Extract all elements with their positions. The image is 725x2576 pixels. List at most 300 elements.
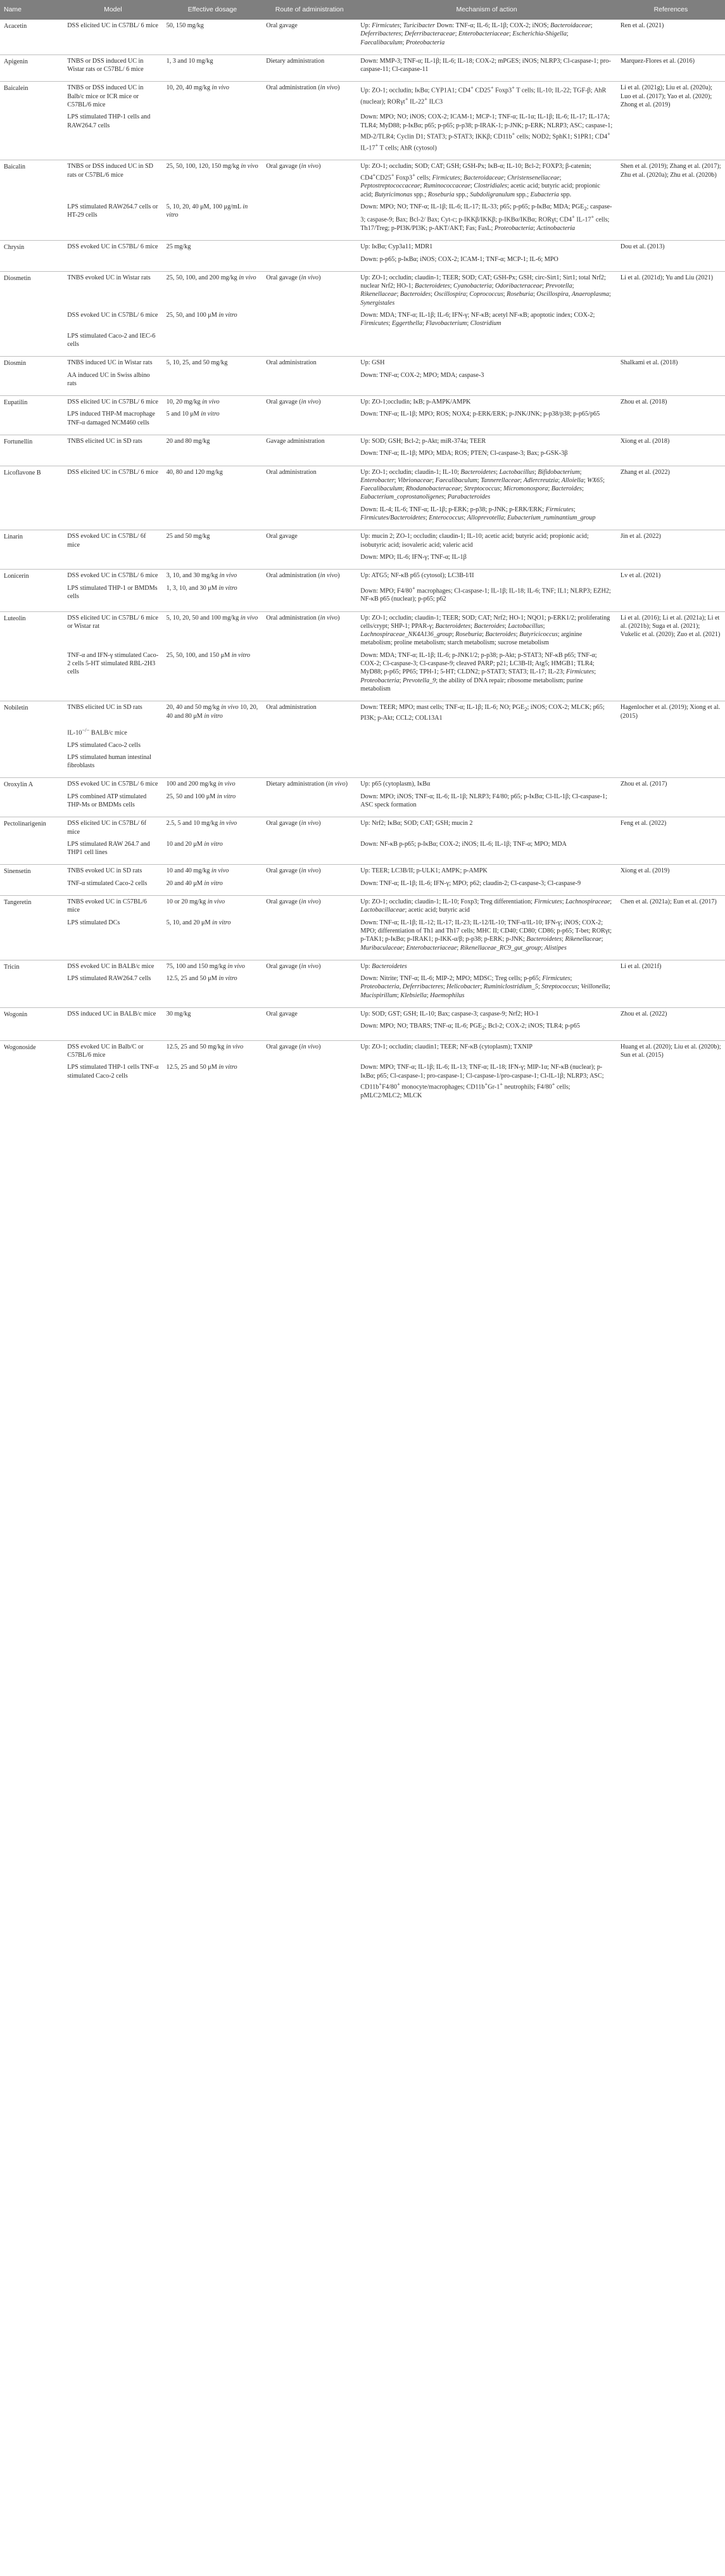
cell-model: LPS induced THP-M macrophage TNF-α damaged NCM460 cells: [67, 411, 155, 426]
cell-model: [63, 253, 162, 265]
spacer-cell: [163, 858, 263, 865]
table-row: [0, 466, 725, 504]
spacer-cell: [356, 858, 617, 865]
spacer-cell: [356, 1102, 617, 1107]
row-spacer: [0, 606, 725, 612]
cell-model: DSS elicited UC in C57BL/ 6 mice or Wistar rat: [63, 611, 162, 649]
cell-dosage: [163, 724, 263, 739]
cell-dosage: 25, 50, 100, 120, 150 mg/kg in vivo: [163, 160, 263, 201]
cell-route: Dietary administration (in vivo): [262, 778, 356, 791]
cell-model: LPS stimulated THP-1 cells and RAW264.7 cells: [67, 113, 151, 129]
cell-reference: [617, 877, 725, 889]
spacer-cell: [63, 390, 162, 396]
cell-mechanism: Up: Bacteroidetes: [356, 960, 617, 972]
cell-reference: [617, 917, 725, 954]
cell-compound-name: Nobiletin: [0, 701, 63, 778]
row-spacer: [0, 75, 725, 82]
cell-model: DSS elicited UC in C57BL/ 6 mice: [63, 396, 162, 409]
cell-mechanism: Down: MPO; NO; TBARS; TNF-α; IL-6; $PGE_2$; Bcl-2; COX-2; iNOS; TLR4; p-p65: [360, 1023, 580, 1031]
table-row: [0, 447, 725, 459]
cell-route: [262, 309, 356, 330]
cell-dosage: 5, 10, 20, 40 μM, 100 μg/mL in vitro: [166, 203, 248, 219]
spacer-cell: [617, 889, 725, 896]
spacer-cell: [356, 772, 617, 778]
cell-reference: [617, 253, 725, 265]
spacer-cell: [163, 811, 263, 817]
cell-dosage: 5, 10, 20, 50 and 100 mg/kg in vivo: [163, 611, 263, 649]
table-row: [0, 1008, 725, 1021]
cell-mechanism: Up: ZO-1; occludin; claudin-1; TEER; SOD; CAT; GSH-Px; GSH; circ-Sirt1; Sirt1; total Nrf2; nuclear Nrf2; HO-1; Bacteroidetes; Cyanobacteria; Odoribacteraceae; Prevotella; Rikenellaceae; Bacteroides; Oscillospira; Coprococcus; Roseburia; Oscillospira, Anaeroplasma; Synergistales: [356, 271, 617, 309]
spacer-cell: [63, 772, 162, 778]
table-row: [0, 54, 725, 75]
cell-reference: Lv et al. (2021): [617, 570, 725, 582]
cell-reference: Dou et al. (2013): [617, 241, 725, 253]
cell-mechanism: Up: ZO-1; occludin; claudin-1; IL-10; Bacteroidetes; Lactobacillus; Bifidobacterium; Enterobacter; Vibrionaceae; Faecalibaculum; Tannerellaceae; Adlercreutzia; Alloiella; WX65; Faecalibaculum; Rhodanobacteraceae; Streptococcus; Micromonospora; Bacteroides; Eubacterium_coprostanoligenes; Parabacteroides: [356, 466, 617, 504]
spacer-cell: [617, 1035, 725, 1041]
cell-route: [262, 917, 356, 954]
table-row: [0, 960, 725, 972]
cell-model: [63, 1020, 162, 1034]
spacer-cell: [163, 695, 263, 701]
spacer-cell: [262, 1002, 356, 1008]
row-spacer: [0, 695, 725, 701]
spacer-cell: [163, 390, 263, 396]
cell-dosage: 5, 10, and 20 μM in vitro: [166, 919, 231, 926]
spacer-cell: [262, 265, 356, 272]
cell-mechanism: Down: MDA; TNF-α; IL-1β; IL-6; p-JNK1/2; p-p38; p-Akt; p-STAT3; NF-κB p65; TNF-α; COX-2; Cl-caspase-3; Cl-caspase-9; cleaved PARP; p21; LC3B-II; Atg5; HMGB1; TLR4; MyD88; p-p65; PP65; TPH-1; 5-HT; CLDN2; p-STAT3; STAT3; IL-17; IL-23; Firmicutes; Proteobacteria; Prevotella_9; the ability of DNA repair; ribosome metabolism; purine metabolism: [360, 651, 597, 692]
cell-route: Oral gavage (in vivo): [262, 896, 356, 917]
cell-dosage: 3, 10, and 30 mg/kg in vivo: [163, 570, 263, 582]
cell-reference: [617, 838, 725, 859]
spacer-cell: [262, 524, 356, 530]
cell-mechanism: Down: MPO; IL-6; IFN-γ; TNF-α; IL-1β: [360, 553, 467, 561]
cell-reference: Ren et al. (2021): [620, 22, 664, 29]
cell-mechanism: [356, 751, 617, 772]
cell-dosage: 20 and 40 μM in vitro: [166, 879, 223, 887]
spacer-cell: [356, 460, 617, 466]
spacer-cell: [262, 695, 356, 701]
header-references: References: [617, 0, 725, 20]
cell-reference: [617, 649, 725, 695]
cell-route: [262, 369, 356, 390]
cell-model: TNF-α stimulated Caco-2 cells: [67, 879, 148, 887]
table-row: [0, 551, 725, 563]
cell-route: Oral administration (in vivo): [262, 82, 356, 111]
table-row: [0, 838, 725, 859]
cell-route: [262, 838, 356, 859]
spacer-cell: [163, 265, 263, 272]
cell-reference: Hagenlocher et al. (2019); Xiong et al. (2015): [617, 701, 725, 724]
cell-dosage: [163, 739, 263, 751]
cell-dosage: 5, 10, 25, and 50 mg/kg: [163, 357, 263, 369]
cell-route: [262, 504, 356, 525]
cell-mechanism: Up: Nrf2; IκBα; SOD; CAT; GSH; mucin 2: [356, 817, 617, 838]
cell-route: [262, 330, 356, 351]
cell-reference: Shalkami et al. (2018): [617, 357, 725, 369]
table-row: [0, 20, 725, 49]
table-row: [0, 917, 725, 954]
cell-model: LPS stimulated THP-1 or BMDMs cells: [67, 584, 158, 600]
cell-reference: Xiong et al. (2018): [617, 435, 725, 447]
spacer-cell: [63, 75, 162, 82]
cell-mechanism: Up: SOD; GST; GSH; IL-10; Bax; caspase-3; caspase-9; Nrf2; HO-1: [356, 1008, 617, 1021]
cell-compound-name: Linarin: [0, 530, 63, 570]
cell-reference: [617, 972, 725, 1002]
cell-mechanism: Down: MPO; TNF-α; IL-1β; IL-6; IL-13; TNF-α; IL-18; IFN-γ; MIP-1α; NF-κB (nuclear); p-IκBα; p65; Cl-caspase-1; pro-caspase-1; Cl-caspase-1/pro-caspase-1; Cl-IL-1β; NLRP3; ASC; CD11b+F4/80+ monocyte/macrophages; CD11b+Gr-1+ neutrophils; F4/80+ cells; pMLC2/MLC2; MLCK: [360, 1064, 604, 1099]
cell-route: Oral gavage (in vivo): [262, 817, 356, 838]
spacer-cell: [356, 954, 617, 960]
cell-mechanism: Down: TNF-α; IL-1β; IL-12; IL-17; IL-23; IL-12/IL-10; TNF-α/IL-10; IFN-γ; iNOS; COX-2; MPO; differentiation of Th1 and Th17 cells; MHC II; CD40; CD80; CD86; p-p65; T-bet; RORγt; p-TAK1; p-IκBα; p-IRAK1; p-IKK-α/β; p-p38; p-ERK; p-JNK; Bacteroidetes; Rikenellaceae; Muribaculaceae; Enterobacteriaceae; Rikenellaceae_RC9_gut_group; Alistipes: [360, 919, 612, 952]
cell-dosage: [163, 447, 263, 459]
spacer-cell: [617, 811, 725, 817]
cell-mechanism: Up: ZO-1; occludin; SOD; CAT; GSH; GSH-Px; IκB-α; IL-10; Bcl-2; FOXP3; β-catenin; CD4+CD25+ Foxp3+ cells; Firmicutes; Bacteroidaceae; Christensenellaceae; Peptostreptococcaceae; Ruminococcaceae; Clostridiales; acetic acid; butyric acid; propionic acid; Butyricimonas spp.; Roseburia spp.; Subdoligranulum spp.; Eubacteria spp.: [356, 160, 617, 201]
cell-compound-name: Wogonin: [0, 1008, 63, 1041]
table-row: [0, 396, 725, 409]
cell-compound-name: Tricin: [0, 960, 63, 1007]
spacer-cell: [163, 75, 263, 82]
row-spacer: [0, 811, 725, 817]
cell-mechanism: [356, 724, 617, 739]
spacer-cell: [262, 606, 356, 612]
cell-reference: [617, 309, 725, 330]
cell-dosage: 100 and 200 mg/kg in vivo: [163, 778, 263, 791]
cell-mechanism: Down: TNF-α; IL-1β; IL-6; IFN-γ; MPO; p62; claudin-2; Cl-caspase-3; Cl-caspase-9: [360, 879, 581, 887]
cell-model: DSS evoked UC in BALB/c mice: [63, 960, 162, 972]
row-spacer: [0, 154, 725, 160]
table-row: [0, 530, 725, 551]
cell-dosage: [163, 504, 263, 525]
cell-dosage: 25, 50 and 100 μM in vitro: [166, 793, 236, 800]
cell-route: Oral administration: [262, 466, 356, 504]
cell-dosage: 40, 80 and 120 mg/kg: [163, 466, 263, 504]
cell-dosage: 20 and 80 mg/kg: [163, 435, 263, 447]
cell-route: Oral gavage (in vivo): [262, 865, 356, 877]
cell-model: TNBS evoked UC in C57BL/6 mice: [63, 896, 162, 917]
table-row: [0, 582, 725, 606]
cell-reference: [617, 582, 725, 606]
spacer-cell: [163, 429, 263, 435]
cell-model: LPS stimulated RAW 264.7 and THP1 cell lines: [67, 840, 150, 857]
cell-model: DSS evoked UC in C57BL/ 6 mice: [63, 241, 162, 253]
spacer-cell: [262, 1102, 356, 1107]
cell-model: TNBS or DSS induced UC in Wistar rats or C57BL/ 6 mice: [63, 54, 162, 75]
spacer-cell: [617, 234, 725, 241]
cell-mechanism: [356, 330, 617, 351]
table-row: [0, 1061, 725, 1102]
spacer-cell: [262, 954, 356, 960]
cell-reference: [617, 739, 725, 751]
cell-compound-name: Oroxylin A: [0, 778, 63, 817]
spacer-cell: [617, 954, 725, 960]
spacer-cell: [356, 265, 617, 272]
cell-model: DSS elicited UC in C57BL/ 6f mice: [63, 817, 162, 838]
cell-mechanism: Down: TEER; MPO; mast cells; TNF-α; IL-1β; IL-6; NO; $PGE_2$; iNOS; COX-2; MLCK; p65; PI3K; p-Akt; CCL2; COL13A1: [356, 701, 617, 724]
spacer-cell: [617, 1102, 725, 1107]
cell-route: [262, 111, 356, 154]
table-row: [0, 701, 725, 724]
cell-model: LPS stimulated DCs: [67, 919, 120, 926]
table-row: [0, 778, 725, 791]
table-row: [0, 271, 725, 309]
table-row: [0, 817, 725, 838]
spacer-cell: [617, 390, 725, 396]
cell-route: [262, 751, 356, 772]
row-spacer: [0, 954, 725, 960]
cell-route: Gavage administration: [262, 435, 356, 447]
cell-reference: Xiong et al. (2019): [617, 865, 725, 877]
cell-model: DSS evoked UC in C57BL/ 6 mice: [67, 312, 158, 319]
spacer-cell: [617, 606, 725, 612]
header-model: Model: [63, 0, 162, 20]
cell-mechanism: Down: MPO; NO; TNF-α; IL-1β; IL-6; IL-17; IL-33; p65; p-p65; p-IκBα; MDA; $PGE_2$; caspase-3; caspase-9; Bax; Bcl-2/ Bax; Cyt-c; p-IKKβ/IKKβ; p-IKBα/IKBα; RORγt; CD4+ IL-17+ cells; Th17/Treg; p-PI3K/PI3K; p-AKT/AKT; Fas; FasL; Proteobacteria; Actinobacteria: [360, 203, 612, 232]
cell-model: TNBS or DSS induced UC in SD rats or C57BL/6 mice: [63, 160, 162, 201]
cell-model: DSS elicited UC in C57BL/ 6 mice: [67, 22, 158, 29]
cell-reference: [617, 201, 725, 234]
spacer-cell: [617, 695, 725, 701]
spacer-cell: [617, 772, 725, 778]
cell-reference: [617, 447, 725, 459]
cell-route: Oral gavage (in vivo): [262, 271, 356, 309]
spacer-cell: [262, 1035, 356, 1041]
table-row: [0, 435, 725, 447]
flavonoid-table: [0, 0, 725, 1107]
cell-route: [262, 241, 356, 253]
spacer-cell: [262, 889, 356, 896]
cell-compound-name: Pectolinarigenin: [0, 817, 63, 865]
spacer-cell: [63, 460, 162, 466]
cell-mechanism: Up: mucin 2; ZO-1; occludin; claudin-1; IL-10; acetic acid; butyric acid; propionic acid; isobutyric acid; isovaleric acid; valeric acid: [356, 530, 617, 551]
cell-reference: [617, 751, 725, 772]
cell-route: [262, 972, 356, 1002]
cell-dosage: [163, 369, 263, 390]
cell-reference: Marquez-Flores et al. (2016): [617, 54, 725, 75]
spacer-cell: [262, 460, 356, 466]
table-row: [0, 877, 725, 889]
spacer-cell: [63, 695, 162, 701]
spacer-cell: [262, 563, 356, 570]
spacer-cell: [617, 858, 725, 865]
table-row: [0, 160, 725, 201]
cell-dosage: 25, 50, 100, and 200 mg/kg in vivo: [163, 271, 263, 309]
cell-mechanism: Up: ZO-1; occludin; claudin-1; TEER; SOD; CAT; Nrf2; HO-1; NQO1; p-ERK1/2; proliferating cells/crypt; SHP-1; PPAR-γ; Bacteroidetes; Bacteroides; Lactobacillus; Lachnospiraceae_NK4A136_group; Roseburia; Bacteroides; Butyricicoccus; arginine metabolism; proline metabolism; starch metabolism; sucrose metabolism: [356, 611, 617, 649]
cell-reference: Feng et al. (2022): [617, 817, 725, 838]
row-spacer: [0, 265, 725, 272]
spacer-cell: [163, 460, 263, 466]
cell-mechanism: Down: MMP-3; TNF-α; IL-1β; IL-6; IL-18; COX-2; mPGES; iNOS; NLRP3; Cl-caspase-1; pro-caspase-11; Cl-caspase-11: [356, 54, 617, 75]
cell-dosage: [163, 111, 263, 154]
cell-route: [262, 877, 356, 889]
spacer-cell: [163, 154, 263, 160]
row-spacer: [0, 49, 725, 55]
cell-dosage: [163, 551, 263, 563]
cell-mechanism: Up: TEER; LC3B/II; p-ULK1; AMPK; p-AMPK: [356, 865, 617, 877]
spacer-cell: [356, 889, 617, 896]
cell-reference: Zhou et al. (2022): [617, 1008, 725, 1021]
cell-mechanism: Down: IL-4; IL-6; TNF-α; IL-1β; p-ERK; p-p38; p-JNK; p-ERK/ERK; Firmicutes; Firmicutes/Bacteroidetes; Enterococcus; Alloprevotella; Eubacterium_ruminantium_group: [360, 506, 596, 522]
table-header: [0, 0, 725, 20]
table-row: [0, 82, 725, 111]
spacer-cell: [262, 49, 356, 55]
spacer-cell: [356, 1002, 617, 1008]
cell-model: LPS stimulated human intestinal fibroblasts: [67, 753, 151, 770]
spacer-cell: [262, 390, 356, 396]
cell-mechanism: Up: IκBα; Cyp3a11; MDR1: [356, 241, 617, 253]
table-row: [0, 896, 725, 917]
spacer-cell: [63, 1035, 162, 1041]
table-row: [0, 1020, 725, 1034]
cell-model: DSS evoked UC in C57BL/ 6 mice: [63, 570, 162, 582]
spacer-cell: [63, 49, 162, 55]
cell-model: DSS induced UC in BALB/c mice: [63, 1008, 162, 1021]
table-row: [0, 369, 725, 390]
cell-mechanism: Up: SOD; GSH; Bcl-2; p-Akt; miR-374a; TEER: [356, 435, 617, 447]
row-spacer: [0, 858, 725, 865]
cell-route: [262, 408, 356, 429]
cell-model: TNBS induced UC in Wistar rats: [63, 357, 162, 369]
header-route: Route of administration: [262, 0, 356, 20]
cell-mechanism: Down: TNF-α; IL-1β; MPO; ROS; NOX4; p-ERK/ERK; p-JNK/JNK; p-p38/p38; p-p65/p65: [360, 411, 600, 418]
cell-model: LPS stimulated RAW264.7 cells or HT-29 cells: [67, 203, 158, 219]
spacer-cell: [63, 265, 162, 272]
row-spacer: [0, 1002, 725, 1008]
spacer-cell: [617, 350, 725, 357]
cell-reference: [617, 551, 725, 563]
cell-dosage: 50, 150 mg/kg: [166, 22, 204, 29]
cell-route: [262, 447, 356, 459]
cell-route: [262, 1020, 356, 1034]
cell-compound-name: Luteolin: [0, 611, 63, 701]
cell-model: TNBS evoked UC in SD rats: [63, 865, 162, 877]
spacer-cell: [63, 563, 162, 570]
cell-reference: [617, 408, 725, 429]
spacer-cell: [617, 75, 725, 82]
cell-compound-name: Eupatilin: [0, 396, 63, 435]
cell-compound-name: Diosmin: [0, 357, 63, 396]
row-spacer: [0, 1102, 725, 1107]
cell-dosage: 20, 40 and 50 mg/kg in vivo 10, 20, 40 and 80 μM in vitro: [163, 701, 263, 724]
cell-route: [262, 739, 356, 751]
table-body: [0, 20, 725, 1107]
spacer-cell: [163, 524, 263, 530]
row-spacer: [0, 460, 725, 466]
cell-route: [262, 724, 356, 739]
row-spacer: [0, 234, 725, 241]
cell-dosage: 25 mg/kg: [163, 241, 263, 253]
cell-mechanism: Down: TNF-α; IL-1β; MPO; MDA; ROS; PTEN; Cl-caspase-3; Bax; p-GSK-3β: [360, 450, 568, 457]
row-spacer: [0, 524, 725, 530]
cell-route: [262, 551, 356, 563]
cell-model: TNBS or DSS induced UC in Balb/c mice or ICR mice or C57BL/6 mice: [63, 82, 162, 111]
row-spacer: [0, 350, 725, 357]
spacer-cell: [63, 1102, 162, 1107]
spacer-cell: [63, 811, 162, 817]
table-row: [0, 357, 725, 369]
cell-mechanism: Up: ZO-1;occludin; IκB; p-AMPK/AMPK: [356, 396, 617, 409]
table-row: [0, 241, 725, 253]
spacer-cell: [63, 154, 162, 160]
table-row: [0, 611, 725, 649]
header-dosage: Effective dosage: [163, 0, 263, 20]
cell-route: Oral administration (in vivo): [262, 570, 356, 582]
cell-mechanism: Down: TNF-α; COX-2; MPO; MDA; caspase-3: [360, 371, 484, 379]
header-mechanism: Mechanism of action: [356, 0, 617, 20]
cell-dosage: 12.5, 25 and 50 μM in vitro: [166, 975, 237, 983]
spacer-cell: [163, 772, 263, 778]
cell-dosage: 10 or 20 mg/kg in vivo: [163, 896, 263, 917]
cell-route: [262, 201, 356, 234]
cell-model: DSS elicited UC in C57BL/ 6 mice: [63, 466, 162, 504]
cell-mechanism: Up: ATG5; NF-κB p65 (cytosol); LC3B-I/II: [356, 570, 617, 582]
table-row: [0, 253, 725, 265]
cell-compound-name: Tangeretin: [0, 896, 63, 960]
cell-model: DSS evoked UC in C57BL/ 6 mice: [63, 778, 162, 791]
cell-dosage: 1, 3 and 10 mg/kg: [163, 54, 263, 75]
table-row: [0, 570, 725, 582]
spacer-cell: [163, 234, 263, 241]
cell-compound-name: Sinensetin: [0, 865, 63, 896]
cell-mechanism: Down: Nitrite; TNF-α; IL-6; MIP-2; MPO; MDSC; Treg cells; p-p65; Firmicutes; Proteobacteria, Deferribacteres; Helicobacter; Ruminiclostridium_5; Streptococcus; Veillonella; Mucispirillum; Klebsiella; Haemophilus: [360, 975, 610, 999]
cell-mechanism: Down: NF-κB p-p65; p-IκBα; COX-2; iNOS; IL-6; IL-1β; TNF-α; MPO; MDA: [360, 840, 567, 848]
spacer-cell: [617, 154, 725, 160]
cell-dosage: [163, 1020, 263, 1034]
cell-compound-name: Baicalein: [0, 82, 63, 160]
cell-reference: Shen et al. (2019); Zhang et al. (2017); Zhu et al. (2020a); Zhu et al. (2020b): [617, 160, 725, 201]
cell-route: Oral gavage (in vivo): [262, 1040, 356, 1061]
spacer-cell: [163, 49, 263, 55]
spacer-cell: [617, 563, 725, 570]
cell-compound-name: Licoflavone B: [0, 466, 63, 530]
spacer-cell: [63, 954, 162, 960]
cell-model: [63, 504, 162, 525]
spacer-cell: [356, 524, 617, 530]
cell-mechanism: Up: Firmicutes; Turicibacter Down: TNF-α; IL-6; IL-1β; COX-2; iNOS; Bacteroidaceae; Deferribacteres; Deferribacteraceae; Enterobacteriaceae; Escherichia-Shigella; Faecalibaculum; Proteobacteria: [360, 22, 593, 46]
cell-reference: [617, 1061, 725, 1102]
spacer-cell: [262, 772, 356, 778]
spacer-cell: [356, 811, 617, 817]
cell-dosage: 30 mg/kg: [163, 1008, 263, 1021]
cell-model: DSS evoked UC in C57BL/ 6f mice: [63, 530, 162, 551]
cell-model: [63, 447, 162, 459]
cell-dosage: 10 and 20 μM in vitro: [166, 840, 223, 848]
spacer-cell: [356, 234, 617, 241]
cell-model: LPS stimulated THP-1 cells TNF-α stimulated Caco-2 cells: [67, 1064, 159, 1080]
cell-compound-name: Chrysin: [0, 241, 63, 272]
spacer-cell: [262, 811, 356, 817]
cell-model: AA induced UC in Swiss albino rats: [67, 371, 150, 387]
spacer-cell: [617, 460, 725, 466]
cell-mechanism: Down: MPO; NO; iNOS; COX-2; ICAM-1; MCP-1; TNF-α; IL-1α; IL-1β; IL-6; IL-17; IL-17A; TLR4; MyD88; p-IκBα; p65; p-p65; p-p38; p-IRAK-1; p-JNK; p-ERK; NLRP3; ASC; caspase-1; MD-2/TLR4; Cyclin D1; STAT3; p-STAT3; IKKβ; CD11b+ cells; NOD2; SphK1; S1PR1; CD4+ IL-17+ T cells; AhR (cytosol): [360, 113, 613, 152]
spacer-cell: [262, 350, 356, 357]
table-row: [0, 309, 725, 330]
cell-route: [262, 253, 356, 265]
spacer-cell: [163, 350, 263, 357]
cell-mechanism: Up: GSH: [356, 357, 617, 369]
spacer-cell: [617, 265, 725, 272]
cell-dosage: 12.5, 25 and 50 μM in vitro: [166, 1064, 237, 1071]
cell-model: TNBS elicited UC in SD rats: [63, 435, 162, 447]
spacer-cell: [163, 563, 263, 570]
cell-reference: Jin et al. (2022): [617, 530, 725, 551]
cell-reference: [617, 504, 725, 525]
cell-reference: [617, 369, 725, 390]
table-row: [0, 201, 725, 234]
cell-mechanism: Up: p65 (cytoplasm), IκBα: [356, 778, 617, 791]
spacer-cell: [356, 563, 617, 570]
cell-reference: Chen et al. (2021a); Eun et al. (2017): [617, 896, 725, 917]
spacer-cell: [617, 49, 725, 55]
cell-model: LPS combined ATP stimulated THP-Ms or BMDMs cells: [67, 793, 147, 808]
cell-route: Oral administration (in vivo): [262, 611, 356, 649]
